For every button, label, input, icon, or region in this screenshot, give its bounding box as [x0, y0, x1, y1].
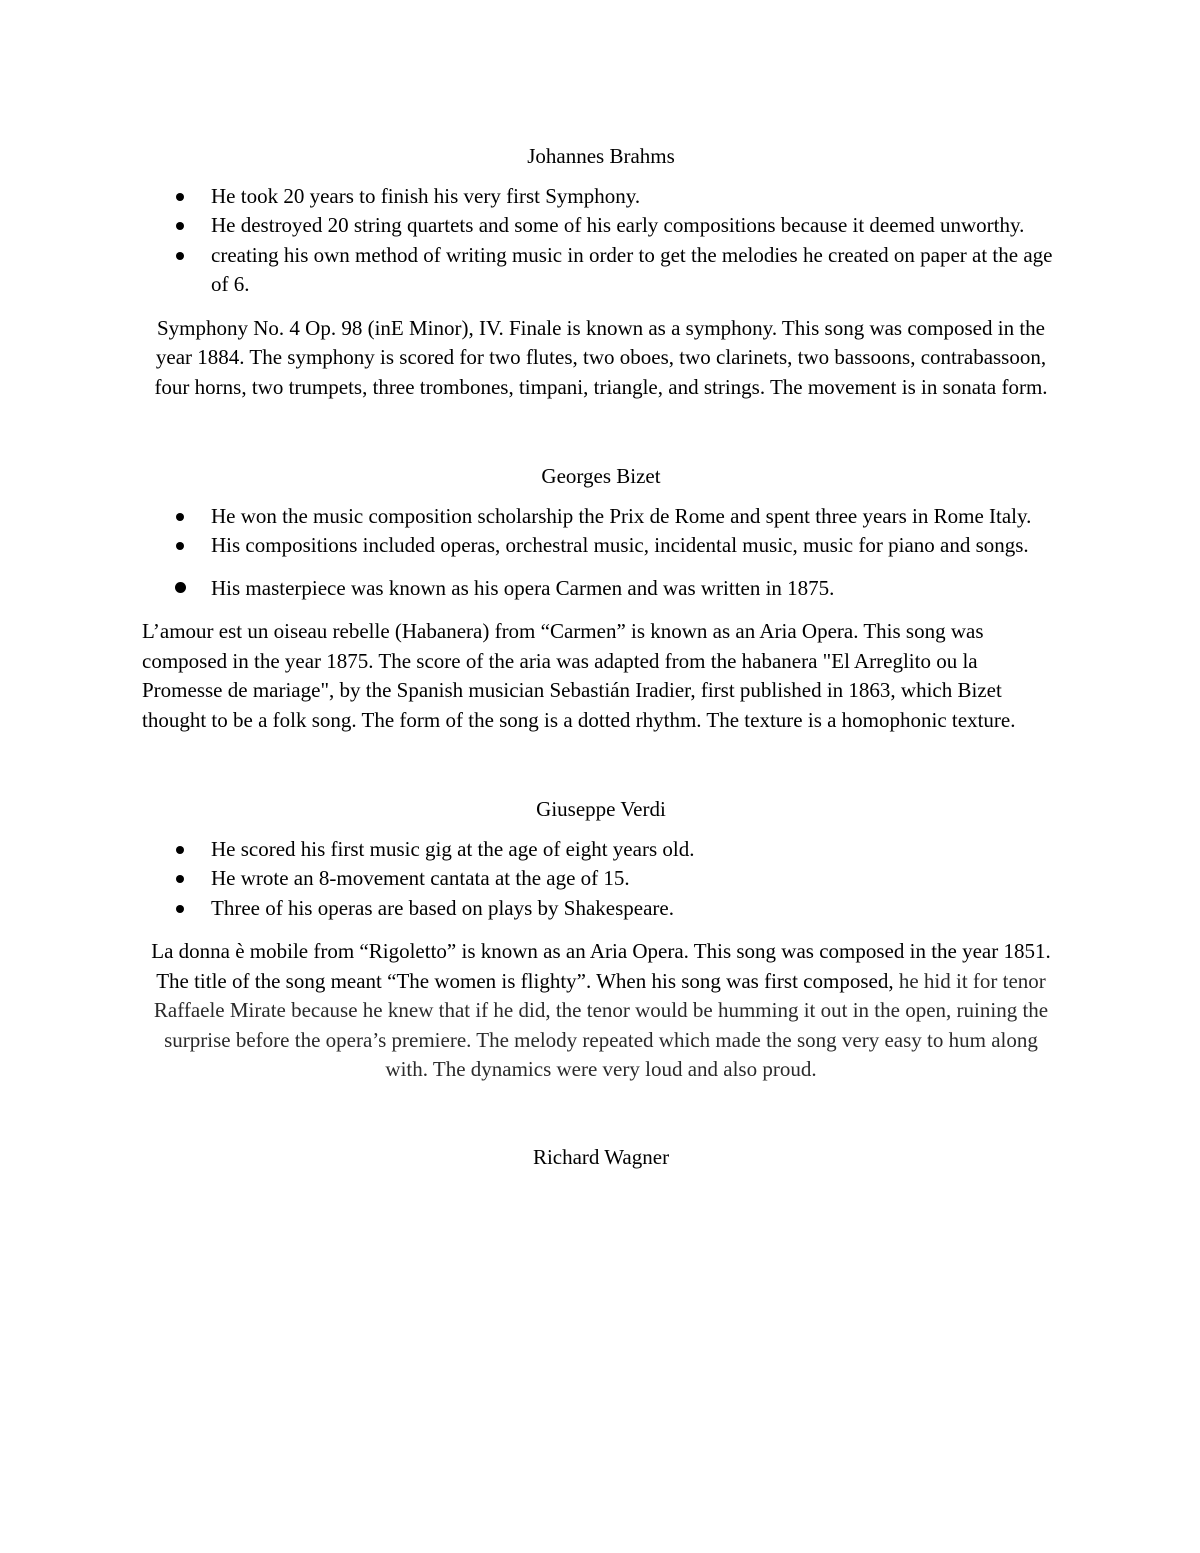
bullet-dot-icon	[176, 542, 184, 550]
bullet-dot-icon	[176, 875, 184, 883]
section-title-verdi: Giuseppe Verdi	[536, 797, 666, 821]
list-item-text: He won the music composition scholarship the Prix de Rome and spent three years in Rome Italy.	[211, 503, 1032, 528]
section-wagner	[142, 1143, 1060, 1173]
list-item	[142, 502, 1060, 532]
list-item	[142, 894, 1060, 924]
bullet-dot-icon	[175, 582, 186, 593]
section-brahms	[142, 142, 1060, 402]
section-title-bizet: Georges Bizet	[541, 464, 661, 488]
paragraph-text-part-2: he hid it for tenor Raffaele Mirate because he knew that if he did, the tenor would be humming it out in the open, ruining the surprise before the opera’s premiere. The melody repeated which made the song very easy to hum along with. The dynamics were very loud and also proud.	[153, 968, 1049, 1081]
list-item	[142, 864, 1060, 894]
section-paragraph-verdi	[142, 937, 1060, 1085]
list-item-text: He wrote an 8-movement cantata at the age of 15.	[211, 866, 630, 890]
list-item	[142, 531, 1060, 561]
bullet-list-bizet	[142, 502, 1060, 604]
paragraph-text-part-1: La donna è mobile from “Rigoletto” is known as an Aria Opera. This song was composed in the year 1851. The title of the song meant “The women is flighty”. When his song was first composed,	[151, 939, 1051, 993]
bullet-list-verdi	[142, 835, 1060, 924]
list-item-text: creating his own method of writing music in order to get the melodies he created on paper at the age of 6.	[211, 242, 1053, 296]
document-content	[142, 142, 1060, 1172]
list-item	[142, 241, 1060, 300]
section-paragraph-brahms: Symphony No. 4 Op. 98 (inE Minor), IV. Finale is known as a symphony. This song was composed in the year 1884. The symphony is scored for two flutes, two oboes, two clarinets, two bassoons, contrabassoon, four horns, two trumpets, three trombones, timpani, triangle, and strings. The movement is in sonata form.	[154, 315, 1048, 399]
list-item	[142, 835, 1060, 865]
list-item	[142, 182, 1060, 212]
list-item-text: He took 20 years to finish his very first Symphony.	[211, 183, 641, 208]
bullet-dot-icon	[176, 252, 184, 260]
section-title-wagner: Richard Wagner	[532, 1144, 670, 1169]
section-verdi	[142, 795, 1060, 1085]
section-bizet	[142, 462, 1060, 735]
bullet-dot-icon	[176, 222, 184, 230]
list-item	[142, 211, 1060, 241]
bullet-dot-icon	[176, 905, 184, 913]
list-item-text: He destroyed 20 string quartets and some of his early compositions because it deemed unworthy.	[211, 213, 1025, 237]
list-item-text: Three of his operas are based on plays by Shakespeare.	[211, 895, 674, 920]
list-item-text: His compositions included operas, orchestral music, incidental music, music for piano and songs.	[211, 533, 1029, 557]
bullet-dot-icon	[176, 193, 184, 201]
list-item-text: His masterpiece was known as his opera Carmen and was written in 1875.	[211, 575, 835, 600]
section-paragraph-bizet: L’amour est un oiseau rebelle (Habanera) from “Carmen” is known as an Aria Opera. This song was composed in the year 1875. The score of the aria was adapted from the habanera "El Arreglito ou la Promesse de mariage", by the Spanish musician Sebastián Iradier, first published in 1863, which Bizet thought to be a folk song. The form of the song is a dotted rhythm. The texture is a homophonic texture.	[142, 619, 1016, 732]
bullet-dot-icon	[176, 846, 184, 854]
bullet-list-brahms	[142, 182, 1060, 300]
list-item	[142, 574, 1060, 604]
bullet-dot-icon	[176, 513, 184, 521]
list-item-text: He scored his first music gig at the age of eight years old.	[211, 836, 695, 861]
section-title-brahms: Johannes Brahms	[527, 144, 675, 168]
